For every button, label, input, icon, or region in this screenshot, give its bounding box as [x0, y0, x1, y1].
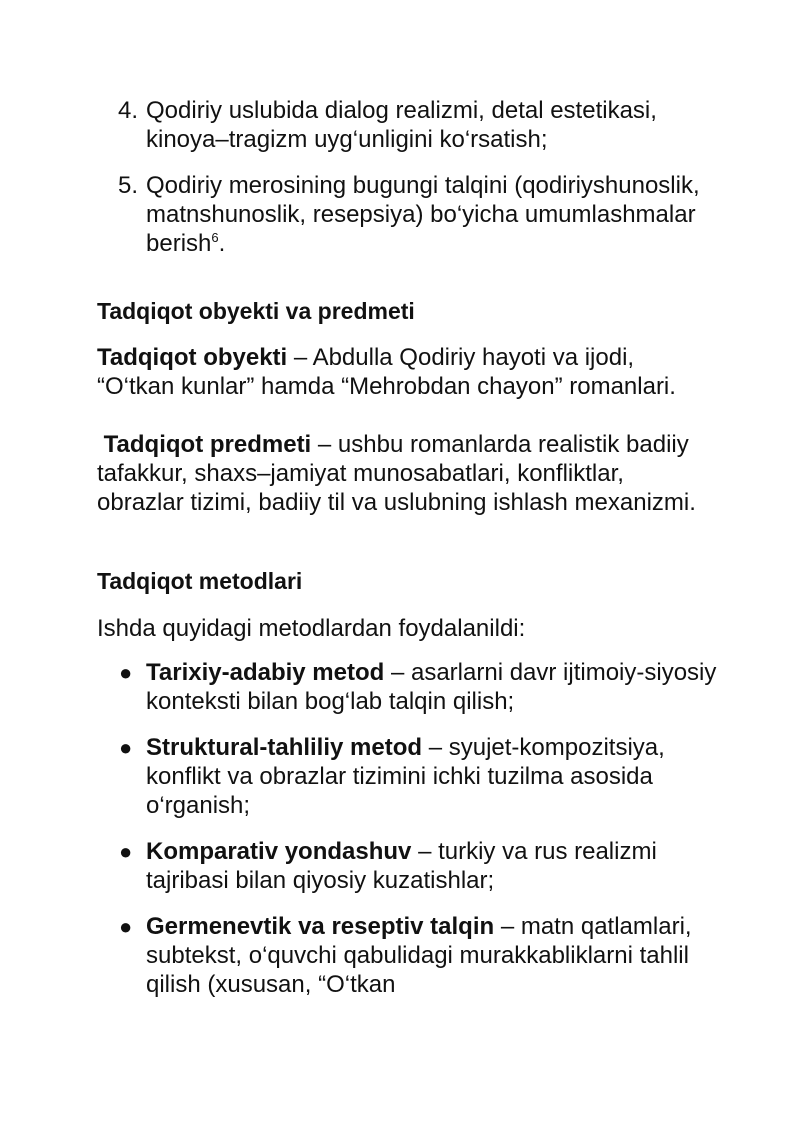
subject-text: – ushbu romanlarda realistik badiiy tafakkur, shaxs–jamiyat munosabatlari, konfliktlar, obrazlar tizimi, badiiy til va uslubning ishlash mexanizmi. [97, 431, 696, 516]
method-text: – turkiy va rus realizmi tajribasi bilan qiyosiy kuzatishlar; [146, 838, 657, 894]
method-text: – asarlarni davr ijtimoiy-siyosiy konteksti bilan bog‘lab talqin qilish; [146, 659, 717, 715]
list-item-text: Qodiriy uslubida dialog realizmi, detal estetikasi, kinoya–tragizm uyg‘unligini ko‘rsatish; [146, 97, 657, 153]
list-item-end: . [218, 230, 226, 257]
object-term: Tadqiqot obyekti [97, 344, 288, 371]
list-number: 4. [118, 97, 139, 124]
object-paragraph [97, 343, 717, 401]
method-term: Komparativ yondashuv [146, 838, 412, 865]
list-item [0, 96, 800, 154]
list-item-text: Qodiriy merosining bugungi talqini (qodiriyshunoslik, matnshunoslik, resepsiya) bo‘yicha umumlashmalar berish [146, 172, 700, 257]
object-text: – Abdulla Qodiriy hayoti va ijodi, “O‘tkan kunlar” hamda “Mehrobdan chayon” romanlari. [97, 344, 676, 400]
method-text: – matn qatlamlari, subtekst, o‘quvchi qabulidagi murakkabliklarni tahlil qilish (xususan, “O‘tkan [146, 913, 692, 998]
list-item [0, 658, 800, 716]
list-item [0, 171, 800, 258]
list-item [0, 733, 800, 820]
section-heading-object: Tadqiqot obyekti va predmeti [97, 298, 415, 324]
methods-bullet-list [0, 658, 800, 1016]
bullet-icon: ● [119, 839, 133, 864]
section-heading-methods: Tadqiqot metodlari [97, 568, 303, 594]
footnote-marker[interactable]: 6 [211, 230, 219, 245]
bullet-icon: ● [119, 735, 133, 760]
subject-paragraph [97, 430, 717, 517]
subject-term: Tadqiqot predmeti [103, 431, 312, 458]
list-item [0, 912, 800, 999]
method-term: Germenevtik va reseptiv talqin [146, 913, 495, 940]
goals-numbered-list [0, 96, 800, 275]
bullet-icon: ● [119, 660, 133, 685]
bullet-icon: ● [119, 914, 133, 939]
method-term: Tarixiy-adabiy metod [146, 659, 385, 686]
methods-intro: Ishda quyidagi metodlardan foydalanildi: [97, 615, 526, 642]
list-item [0, 837, 800, 895]
list-number: 5. [118, 172, 139, 199]
method-term: Struktural-tahliliy metod [146, 734, 423, 761]
method-text: – syujet-kompozitsiya, konflikt va obrazlar tizimini ichki tuzilma asosida o‘rganish; [146, 734, 665, 819]
